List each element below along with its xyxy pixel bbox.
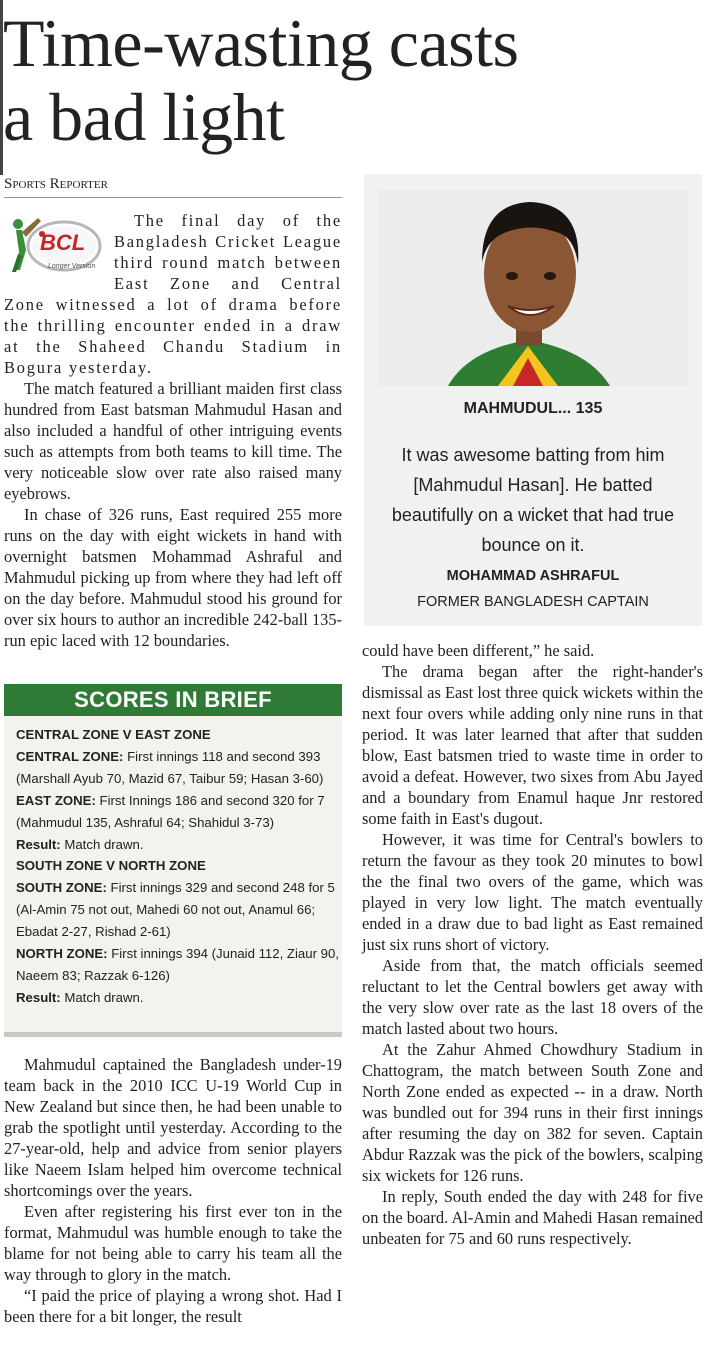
paragraph: The drama began after the right-hander's dismissal as East lost three quick wickets within the next four overs while adding only nine runs in that period. It was later learned that after that sudden blow, East batsmen tried to waste time in order to avoid a defeat. However, two sixes from Abu Jayed and a boundary from Enamul haque Jnr restored some faith in East's dugout. — [362, 662, 703, 828]
paragraph: However, it was time for Central's bowlers to return the favour as they took 20 minutes to bowl the the final two overs of the game, which was played in very low light. The match eventually ended in a draw due to bad light as East remained just six runs short of victory. — [362, 830, 703, 954]
paragraph: In chase of 326 runs, East required 255 more runs on the day with eight wickets in hand with overnight batsmen Mohammad Ashraful and Mahmudul picking up from where they had left off on the day before. Mahmudul stood his ground for over six hours to author an incredible 242-ball 135-run epic laced with 12 boundaries. — [4, 505, 342, 650]
score-line: NORTH ZONE: First innings 394 (Junaid 112, Ziaur 90, — [16, 946, 339, 962]
paragraph: Mahmudul captained the Bangladesh under-19 team back in the 2010 ICC U-19 World Cup in New Zealand but since then, he had been unable to grab the spotlight until yesterday. According to the 27-year-old, help and advice from senior players like Naeem Islam helped him overcome technical shortcomings over the years. — [4, 1055, 342, 1200]
headline — [3, 6, 703, 154]
score-detail: Ebadat 2-27, Rishad 2-61) — [16, 924, 171, 940]
quote-box — [364, 174, 702, 626]
score-line: SOUTH ZONE: First innings 329 and second 248 for 5 — [16, 880, 335, 896]
headline-line-2: a bad light — [3, 79, 285, 155]
score-detail: (Marshall Ayub 70, Mazid 67, Taibur 59; Hasan 3-60) — [16, 770, 324, 786]
quote-attribution-role: FORMER BANGLADESH CAPTAIN — [417, 594, 649, 610]
paragraph: The final day of the Bangladesh Cricket League third round match between East Zone and Central Zone witnessed a lot of drama before the thrilling encounter ended in a draw at the Shaheed Chandu Stadium in Bogura yesterday. — [4, 211, 342, 377]
result-line: Result: Match drawn. — [16, 836, 144, 852]
match-heading: CENTRAL ZONE V EAST ZONE — [16, 727, 211, 742]
logo-text: BCL — [40, 230, 86, 255]
scores-title: SCORES IN BRIEF — [4, 684, 342, 716]
paragraph: Aside from that, the match officials seemed reluctant to let the Central bowlers get away with the very slow over rate as the last 18 overs of the match lasted about two hours. — [362, 956, 703, 1038]
score-detail: Naeem 83; Razzak 6-126) — [16, 967, 170, 983]
paragraph: could have been different,” he said. — [362, 641, 595, 660]
paragraph: Even after registering his first ever ton in the format, Mahmudul was humble enough to take the blame for not being able to carry his team all the way through to glory in the match. — [4, 1202, 342, 1284]
scores-in-brief-box — [4, 684, 342, 1037]
byline-rule — [4, 197, 342, 198]
scores-body — [4, 716, 342, 1017]
article-column-2 — [362, 640, 703, 1249]
quote-text: It was awesome batting from him [Mahmudul Hasan]. He batted beautifully on a wicket that had true bounce on it. — [391, 445, 675, 555]
match-heading: SOUTH ZONE V NORTH ZONE — [16, 858, 206, 874]
player-portrait-icon — [378, 190, 688, 386]
paragraph: In reply, South ended the day with 248 for five on the board. Al-Amin and Mahedi Hasan remained unbeaten for 75 and 60 runs respectively. — [362, 1187, 703, 1248]
article-column-1-continued — [4, 1054, 342, 1327]
bcl-logo — [4, 210, 104, 284]
paragraph: The match featured a brilliant maiden first class hundred from East batsman Mahmudul Hasan and also included a handful of other intriguing events such as attempts from both teams to kill time. The very noticeable slow over rate also raised many eyebrows. — [4, 379, 342, 503]
score-line: CENTRAL ZONE: First innings 118 and second 393 — [16, 748, 321, 764]
player-photo — [378, 190, 688, 386]
paragraph: “I paid the price of playing a wrong shot. Had I been there for a bit longer, the result — [4, 1286, 342, 1326]
score-detail: (Al-Amin 75 not out, Mahedi 60 not out, Anamul 66; — [16, 902, 316, 918]
article-column-1 — [4, 210, 342, 651]
score-detail: (Mahmudul 135, Ashraful 64; Shahidul 3-73) — [16, 814, 275, 830]
paragraph: At the Zahur Ahmed Chowdhury Stadium in Chattogram, the match between South Zone and North Zone ended as expected -- in a draw. North was bundled out for 394 runs in their first innings after resuming the day on 382 for seven. Captain Abdur Razzak was the pick of the bowlers, scalping six wickets for 126 runs. — [362, 1040, 703, 1185]
byline: Sports Reporter — [4, 176, 108, 192]
result-line: Result: Match drawn. — [16, 989, 144, 1005]
score-line: EAST ZONE: First Innings 186 and second 320 for 7 — [16, 792, 325, 808]
quote-attribution-name: MOHAMMAD ASHRAFUL — [446, 568, 620, 584]
logo-subtext: Longer Version — [48, 263, 96, 270]
headline-line-1: Time-wasting casts — [3, 5, 519, 81]
photo-caption: MAHMUDUL... 135 — [463, 400, 603, 417]
